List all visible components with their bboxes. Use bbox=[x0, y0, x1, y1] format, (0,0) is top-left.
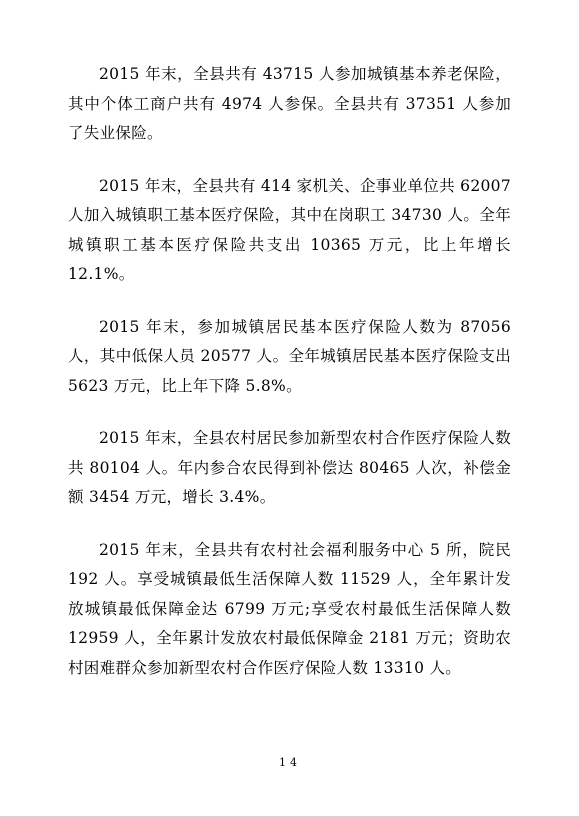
paragraph-social-welfare: 2015 年末，全县共有农村社会福利服务中心 5 所，院民 192 人。享受城镇最低生活保障人数 11529 人，全年累计发放城镇最低保障金达 6799 万元;享受农村最低生活保障人数 12959 人，全年累计发放农村最低保障金 2181 万元；资助农村困难群众参加新型农村合作医疗保险人数 13310 人。 bbox=[68, 540, 511, 677]
paragraph-employee-medical-insurance: 2015 年末，全县共有 414 家机关、企事业单位共 62007 人加入城镇职工基本医疗保险，其中在岗职工 34730 人。全年城镇职工基本医疗保险共支出 10365 万元，比上年增长 12.1%。 bbox=[68, 176, 511, 283]
paragraph-rural-cooperative-medical: 2015 年末，全县农村居民参加新型农村合作医疗保险人数共 80104 人。年内参合农民得到补偿达 80465 人次，补偿金额 3454 万元，增长 3.4%。 bbox=[68, 429, 511, 506]
paragraph-pension-insurance: 2015 年末，全县共有 43715 人参加城镇基本养老保险，其中个体工商户共有 4974 人参保。全县共有 37351 人参加了失业保险。 bbox=[68, 65, 511, 142]
paragraph-resident-medical-insurance: 2015 年末，参加城镇居民基本医疗保险人数为 87056 人，其中低保人员 20577 人。全年城镇居民基本医疗保险支出 5623 万元，比上年下降 5.8%。 bbox=[68, 317, 511, 395]
document-body bbox=[68, 60, 511, 706]
page-number: 14 bbox=[279, 756, 301, 769]
